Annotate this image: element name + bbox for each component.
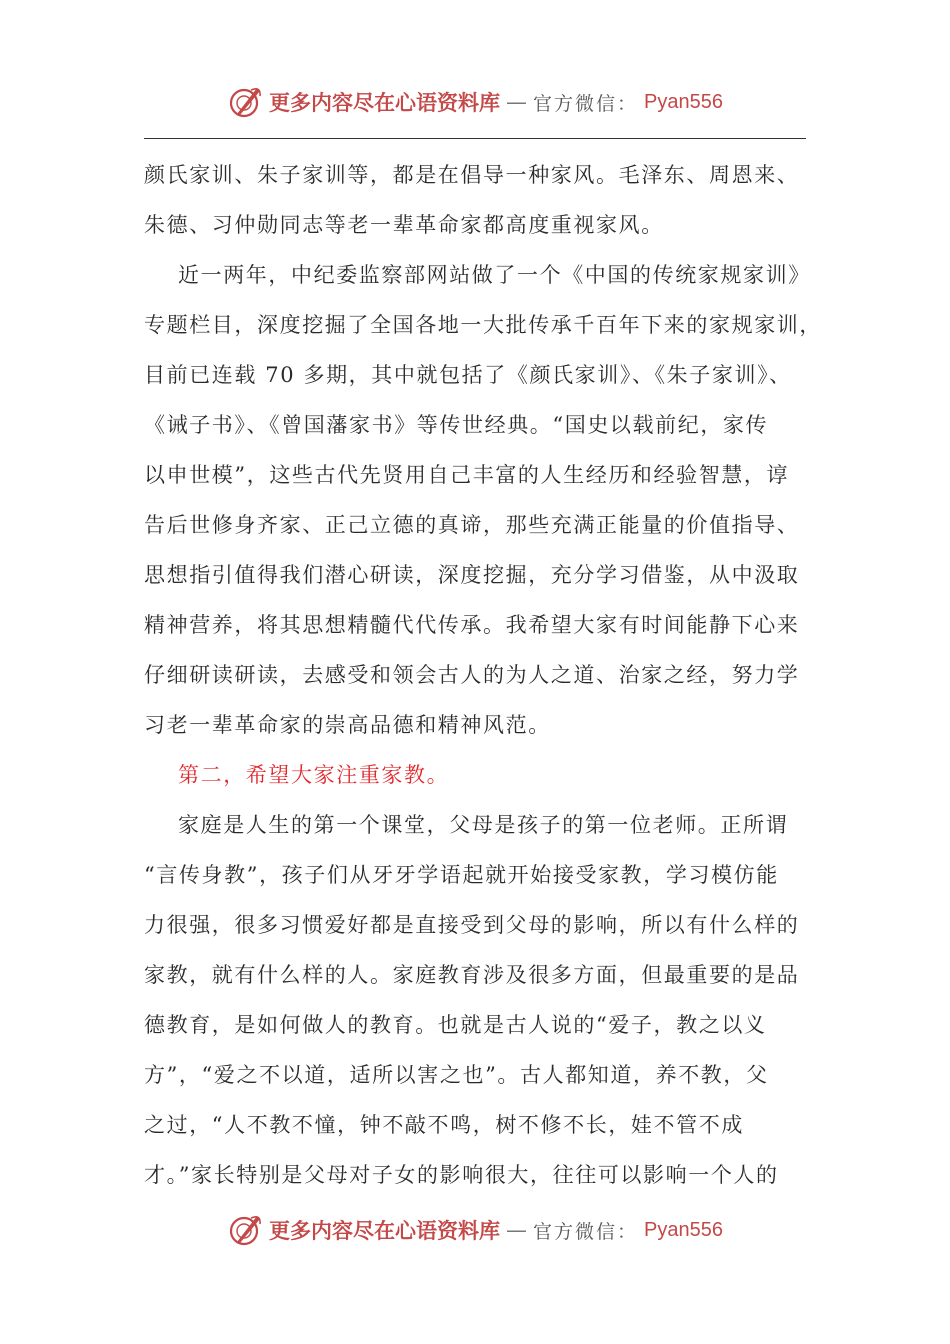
text-line: 颜氏家训、朱子家训等，都是在倡导一种家风。毛泽东、周恩来、: [144, 163, 800, 187]
banner-main-text: 更多内容尽在心语资料库: [269, 90, 500, 115]
text-line: 仔细研读研读，去感受和领会古人的为人之道、治家之经，努力学: [144, 663, 800, 687]
header-divider: [144, 138, 806, 139]
banner-dash: —: [506, 1218, 527, 1242]
text-line: 之过，“人不教不憧，钟不敲不鸣，树不修不长，娃不管不成: [144, 1113, 744, 1137]
quill-logo-icon: [227, 84, 263, 120]
banner-wechat-id: Pyan556: [644, 90, 723, 113]
text-line: 家教，就有什么样的人。家庭教育涉及很多方面，但最重要的是品: [144, 963, 800, 987]
banner-wechat-id: Pyan556: [644, 1218, 723, 1241]
banner-dash: —: [506, 90, 527, 114]
text-line: 告后世修身齐家、正己立德的真谛，那些充满正能量的价值指导、: [144, 513, 800, 537]
quill-logo-icon: [227, 1212, 263, 1248]
text-line: 才。”家长特别是父母对子女的影响很大，往往可以影响一个人的: [144, 1163, 779, 1187]
text-line: 方”，“爱之不以道，适所以害之也”。古人都知道，养不教，父: [144, 1063, 769, 1087]
text-line: 思想指引值得我们潜心研读，深度挖掘，充分学习借鉴，从中汲取: [144, 563, 800, 587]
text-line: 《诫子书》、《曾国藩家书》等传世经典。“国史以载前纪，家传: [144, 413, 769, 437]
text-line: 力很强，很多习惯爱好都是直接受到父母的影响，所以有什么样的: [144, 913, 800, 937]
text-line: 专题栏目，深度挖掘了全国各地一大批传承千百年下来的家规家训，: [144, 313, 822, 337]
banner-main-text: 更多内容尽在心语资料库: [269, 1218, 500, 1243]
text-line: “言传身教”，孩子们从牙牙学语起就开始接受家教，学习模仿能: [144, 863, 779, 887]
document-body: [144, 150, 822, 1200]
text-line: 习老一辈革命家的崇高品德和精神风范。: [144, 713, 551, 737]
text-line: 目前已连载 70 多期，其中就包括了《颜氏家训》、《朱子家训》、: [144, 363, 792, 387]
section-heading: 第二，希望大家注重家教。: [178, 763, 450, 787]
text-line: 精神营养，将其思想精髓代代传承。我希望大家有时间能静下心来: [144, 613, 800, 637]
text-line: 近一两年，中纪委监察部网站做了一个《中国的传统家规家训》: [178, 263, 811, 287]
text-line: 家庭是人生的第一个课堂，父母是孩子的第一位老师。正所谓: [178, 813, 789, 837]
text-line: 朱德、习仲勋同志等老一辈革命家都高度重视家风。: [144, 213, 664, 237]
banner-wechat-label: 官方微信：: [533, 1220, 639, 1243]
header-banner: [0, 82, 950, 122]
banner-wechat-label: 官方微信：: [533, 92, 639, 115]
text-line: 以申世模”，这些古代先贤用自己丰富的人生经历和经验智慧，谆: [144, 463, 790, 487]
text-line: 德教育，是如何做人的教育。也就是古人说的“爱子，教之以义: [144, 1013, 767, 1037]
footer-banner: [0, 1210, 950, 1250]
